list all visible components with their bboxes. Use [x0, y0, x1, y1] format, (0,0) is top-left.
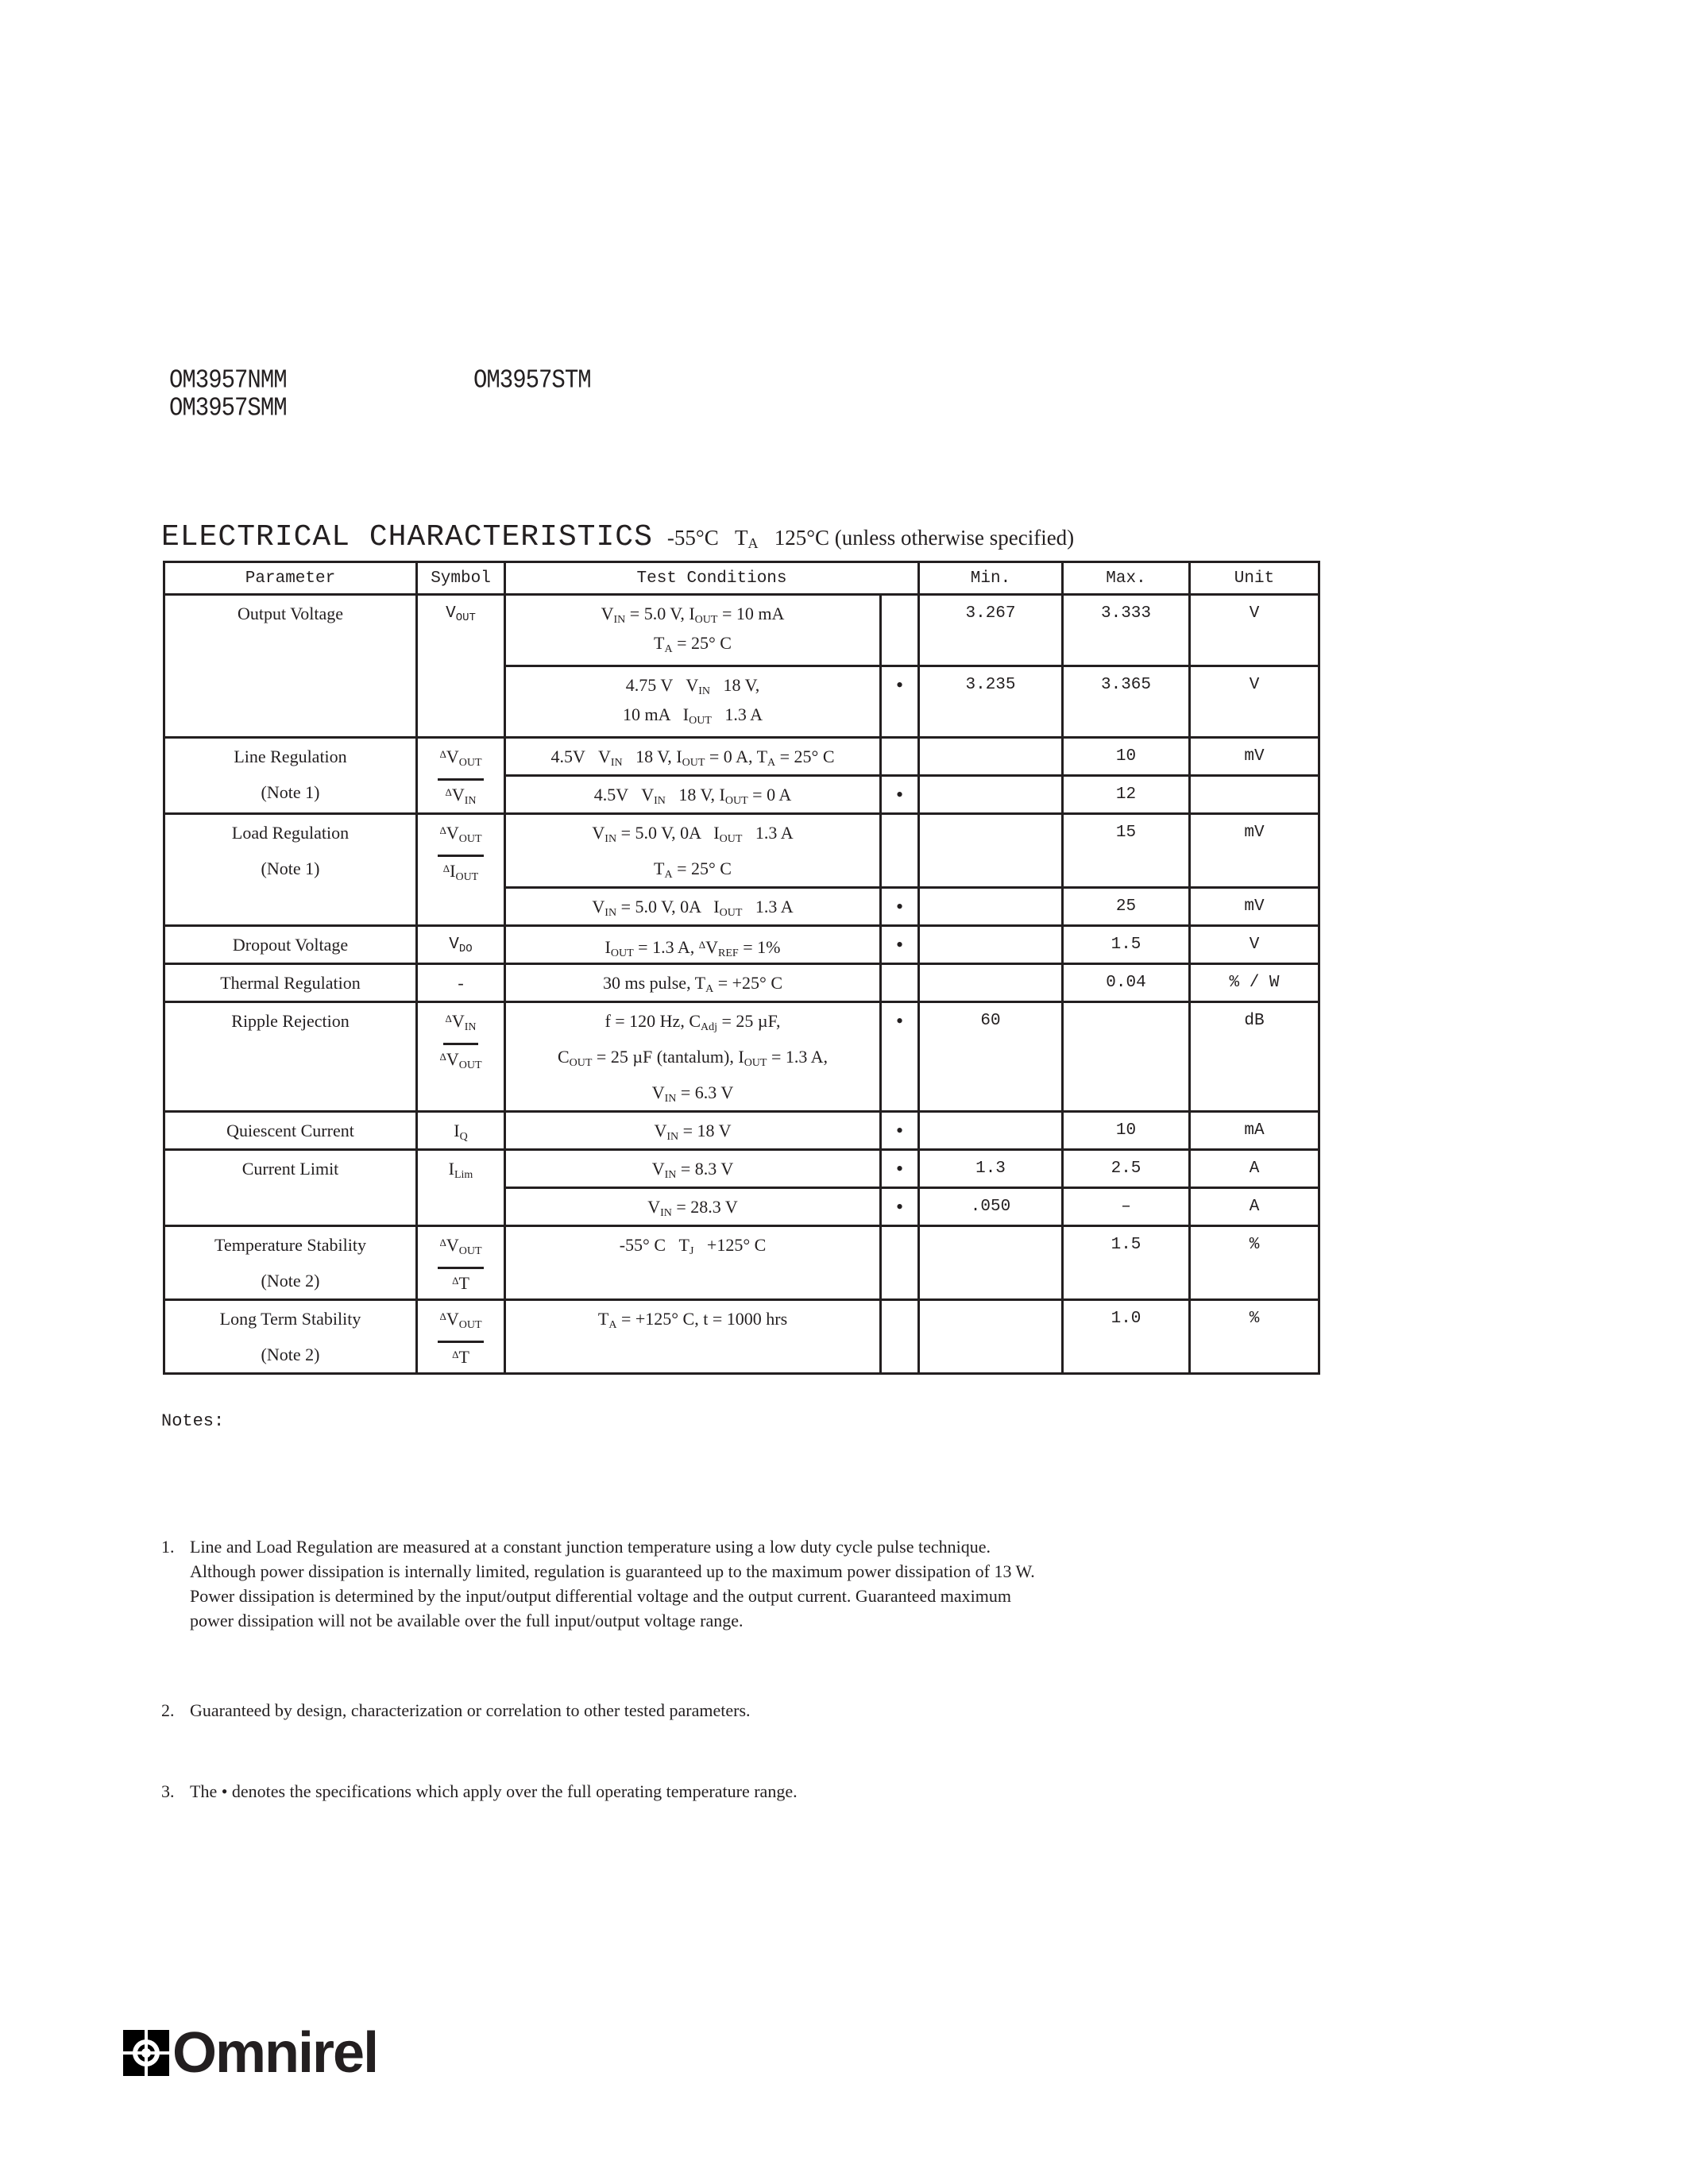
conditions-cell: $I_{OUT} = 1.3$ A, $^\Delta V_{REF} = 1\%$	[505, 926, 881, 964]
param-dropout-voltage: Dropout Voltage	[164, 926, 417, 964]
param-line-regulation: Line Regulation (Note 1)	[164, 738, 417, 814]
param-ripple-rejection: Ripple Rejection	[164, 1002, 417, 1112]
max-value	[1063, 1002, 1190, 1112]
conditions-cell: f = 120 Hz, $C_{Adj} = 25$ µF, $C_{OUT} = 25$ µF (tantalum), $I_{OUT} = 1.3$ A, $V_{IN} = 6.3$ V	[505, 1002, 881, 1112]
max-value: 1.0	[1063, 1300, 1190, 1374]
full-temp-bullet-icon: •	[895, 1157, 904, 1180]
table-row	[164, 1002, 1319, 1112]
conditions-cell: $V_{IN} = 5.0$ V, $I_{OUT} = 10$ mA $T_A = 25^\circ$ C	[505, 595, 881, 666]
header-test-conditions: Test Conditions	[505, 562, 919, 595]
max-value: 3.365	[1063, 666, 1190, 738]
max-value: 10	[1063, 738, 1190, 776]
conditions-cell: 4.5V $V_{IN}$ 18 V, $I_{OUT} = 0$ A	[505, 776, 881, 814]
notes-label: Notes:	[161, 1411, 225, 1431]
omnirel-logo	[123, 2021, 378, 2085]
header-unit: Unit	[1190, 562, 1319, 595]
note-1: 1. Line and Load Regulation are measured at a constant junction temperature using a low duty cycle pulse technique. Although power dissipation is internally limited, regulation is guaranteed up to the maximum power dissipation of 13 W. Power dissipation is determined by the input/output differential voltage and the output current. Guaranteed maximum power dissipation will not be available over the full input/output voltage range.	[161, 1537, 1035, 1630]
param-long-term-stability: Long Term Stability (Note 2)	[164, 1300, 417, 1374]
omnirel-logo-mark-icon	[123, 2030, 169, 2076]
unit-value: V	[1190, 926, 1319, 964]
section-title	[161, 520, 1074, 554]
bullet-cell	[881, 738, 919, 776]
max-value: 15	[1063, 814, 1190, 888]
table-row	[164, 964, 1319, 1002]
min-value: .050	[919, 1188, 1063, 1226]
table-row	[164, 1226, 1319, 1300]
symbol-load-regulation: $^\Delta V_{OUT}$ $^\Delta I_{OUT}$	[417, 814, 505, 926]
min-value: 60	[919, 1002, 1063, 1112]
unit-value	[1190, 776, 1319, 814]
bullet-cell	[881, 1226, 919, 1300]
conditions-cell: $V_{IN} = 5.0$ V, 0A $I_{OUT}$ 1.3 A	[505, 888, 881, 926]
unit-value: % / W	[1190, 964, 1319, 1002]
bullet-cell	[881, 964, 919, 1002]
unit-value: V	[1190, 595, 1319, 666]
header-symbol: Symbol	[417, 562, 505, 595]
min-value	[919, 964, 1063, 1002]
unit-value: A	[1190, 1188, 1319, 1226]
max-value: 0.04	[1063, 964, 1190, 1002]
min-value: 3.235	[919, 666, 1063, 738]
full-temp-bullet-icon: •	[895, 1009, 904, 1032]
table-row	[164, 1112, 1319, 1150]
unit-value: mV	[1190, 814, 1319, 888]
note-3: 3. The • denotes the specifications which apply over the full operating temperature range.	[161, 1781, 798, 1801]
unit-value: mA	[1190, 1112, 1319, 1150]
table-row	[164, 738, 1319, 776]
note-2: 2. Guaranteed by design, characterization or correlation to other tested parameters.	[161, 1700, 751, 1720]
param-temperature-stability: Temperature Stability (Note 2)	[164, 1226, 417, 1300]
unit-value: mV	[1190, 888, 1319, 926]
omnirel-logo-text: Omnirel	[172, 2021, 378, 2085]
conditions-cell: $V_{IN} = 5.0$ V, 0A $I_{OUT}$ 1.3 A $T_A = 25^\circ$ C	[505, 814, 881, 888]
full-temp-bullet-icon: •	[895, 673, 904, 696]
table-row	[164, 814, 1319, 888]
min-value: 3.267	[919, 595, 1063, 666]
max-value: 25	[1063, 888, 1190, 926]
conditions-cell: 4.5V $V_{IN}$ 18 V, $I_{OUT} = 0$ A, $T_A = 25^\circ$ C	[505, 738, 881, 776]
conditions-cell: $T_A = +125^\circ$ C, t = 1000 hrs	[505, 1300, 881, 1374]
full-temp-bullet-icon: •	[895, 1195, 904, 1218]
part-number-1: OM3957NMM	[169, 365, 287, 396]
min-value	[919, 1226, 1063, 1300]
section-title-condition: -55°C $T_A$ 125°C (unless otherwise specified)	[666, 526, 1075, 551]
max-value: 10	[1063, 1112, 1190, 1150]
part-number-2: OM3957SMM	[169, 393, 287, 423]
unit-value: %	[1190, 1226, 1319, 1300]
unit-value: A	[1190, 1150, 1319, 1188]
bullet-cell	[881, 1002, 919, 1112]
param-load-regulation: Load Regulation (Note 1)	[164, 814, 417, 926]
min-value	[919, 1300, 1063, 1374]
symbol-thermal: -	[417, 964, 505, 1002]
header-parameter: Parameter	[164, 562, 417, 595]
full-temp-bullet-icon: •	[895, 783, 904, 806]
unit-value: V	[1190, 666, 1319, 738]
table-row	[164, 595, 1319, 666]
full-temp-bullet-icon: •	[895, 1119, 904, 1142]
param-thermal-regulation: Thermal Regulation	[164, 964, 417, 1002]
bullet-cell	[881, 1112, 919, 1150]
min-value: 1.3	[919, 1150, 1063, 1188]
bullet-cell	[881, 776, 919, 814]
bullet-cell	[881, 1300, 919, 1374]
max-value: –	[1063, 1188, 1190, 1226]
header-min: Min.	[919, 562, 1063, 595]
symbol-vdo: $V_{DO}$	[417, 926, 505, 964]
symbol-vout: $V_{OUT}$	[417, 595, 505, 738]
max-value: 3.333	[1063, 595, 1190, 666]
conditions-cell: $V_{IN} = 18$ V	[505, 1112, 881, 1150]
param-current-limit: Current Limit	[164, 1150, 417, 1226]
unit-value: %	[1190, 1300, 1319, 1374]
electrical-characteristics-table	[163, 561, 1320, 1375]
bullet-cell	[881, 888, 919, 926]
max-value: 1.5	[1063, 926, 1190, 964]
unit-value: mV	[1190, 738, 1319, 776]
min-value	[919, 738, 1063, 776]
table-row	[164, 1300, 1319, 1374]
max-value: 2.5	[1063, 1150, 1190, 1188]
unit-value: dB	[1190, 1002, 1319, 1112]
min-value	[919, 776, 1063, 814]
symbol-temperature-stability: $^\Delta V_{OUT}$ $^\Delta$T	[417, 1226, 505, 1300]
param-quiescent-current: Quiescent Current	[164, 1112, 417, 1150]
symbol-ripple-rejection: $^\Delta V_{IN}$ $^\Delta V_{OUT}$	[417, 1002, 505, 1112]
max-value: 1.5	[1063, 1226, 1190, 1300]
symbol-long-term-stability: $^\Delta V_{OUT}$ $^\Delta$T	[417, 1300, 505, 1374]
bullet-cell	[881, 1150, 919, 1188]
conditions-cell: $V_{IN} = 28.3$ V	[505, 1188, 881, 1226]
max-value: 12	[1063, 776, 1190, 814]
bullet-cell	[881, 595, 919, 666]
conditions-cell: $V_{IN} = 8.3$ V	[505, 1150, 881, 1188]
bullet-cell	[881, 666, 919, 738]
bullet-cell	[881, 926, 919, 964]
min-value	[919, 814, 1063, 888]
conditions-cell: 4.75 V $V_{IN}$ 18 V, 10 mA $I_{OUT}$ 1.3 A	[505, 666, 881, 738]
symbol-iq: $I_Q$	[417, 1112, 505, 1150]
param-output-voltage: Output Voltage	[164, 595, 417, 738]
part-number-3: OM3957STM	[473, 365, 591, 396]
full-temp-bullet-icon: •	[895, 933, 904, 956]
table-row	[164, 1150, 1319, 1188]
bullet-cell	[881, 814, 919, 888]
min-value	[919, 1112, 1063, 1150]
header-max: Max.	[1063, 562, 1190, 595]
table-header-row	[164, 562, 1319, 595]
section-title-main: ELECTRICAL CHARACTERISTICS	[161, 520, 653, 554]
symbol-ilim: $I_{Lim}$	[417, 1150, 505, 1226]
min-value	[919, 926, 1063, 964]
symbol-line-regulation: $^\Delta V_{OUT}$ $^\Delta V_{IN}$	[417, 738, 505, 814]
conditions-cell: 30 ms pulse, $T_A = +25^\circ$ C	[505, 964, 881, 1002]
conditions-cell: -55° C $T_J +125^\circ$ C	[505, 1226, 881, 1300]
min-value	[919, 888, 1063, 926]
full-temp-bullet-icon: •	[895, 895, 904, 918]
table-row	[164, 926, 1319, 964]
bullet-cell	[881, 1188, 919, 1226]
